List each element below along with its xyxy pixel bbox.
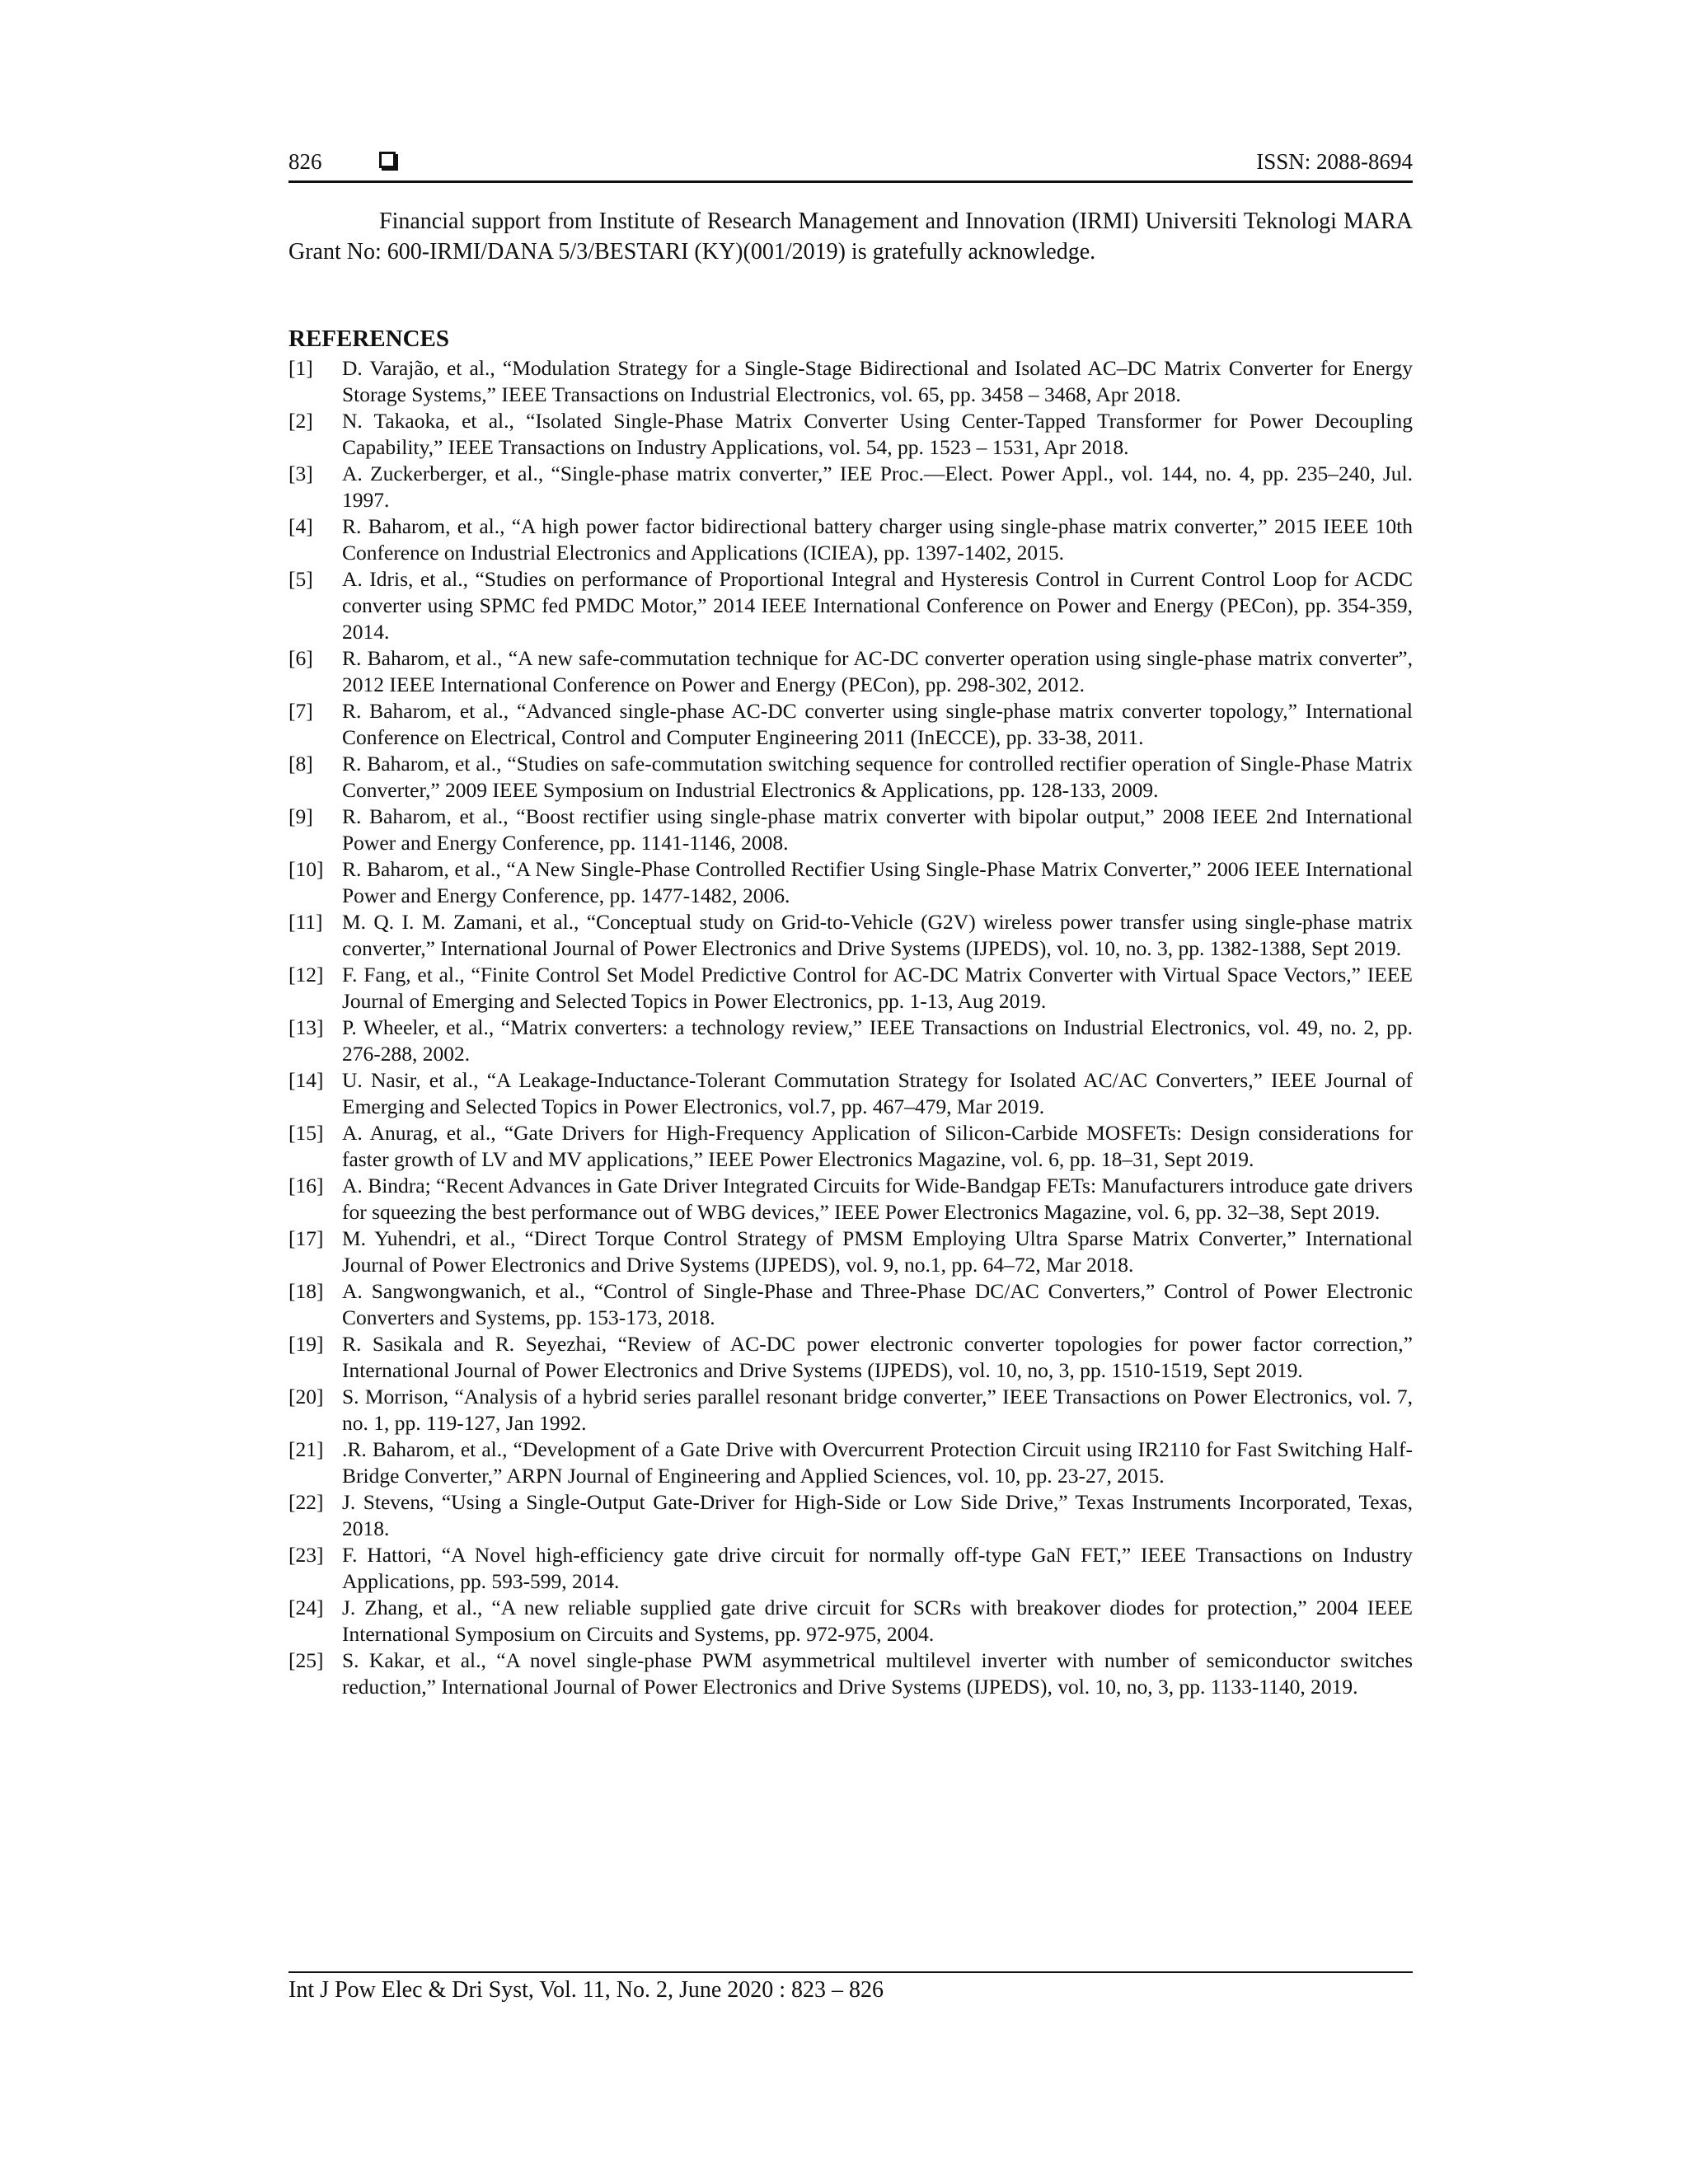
reference-item — [288, 1647, 1413, 1700]
reference-number: [20] — [288, 1385, 324, 1408]
reference-number: [6] — [288, 646, 313, 670]
reference-text: M. Yuhendri, et al., “Direct Torque Control Strategy of PMSM Employing Ultra Sparse Matrix Converter,” International Journal of Power Electronics and Drive Systems (IJPEDS), vol. 9, no.1, pp. 64–72, Mar 2018. — [342, 1226, 1413, 1277]
reference-item — [288, 1173, 1413, 1226]
reference-text: R. Baharom, et al., “Studies on safe-commutation switching sequence for controlled rectifier operation of Single-Phase Matrix Converter,” 2009 IEEE Symposium on Industrial Electronics & Applications, pp. 128-133, 2009. — [342, 752, 1413, 802]
reference-number: [9] — [288, 804, 313, 828]
reference-text: M. Q. I. M. Zamani, et al., “Conceptual study on Grid-to-Vehicle (G2V) wireless power transfer using single-phase matrix converter,” International Journal of Power Electronics and Drive Systems (IJPEDS), vol. 10, no. 3, pp. 1382-1388, Sept 2019. — [342, 910, 1413, 960]
reference-text: R. Sasikala and R. Seyezhai, “Review of AC-DC power electronic converter topologies for power factor correction,” International Journal of Power Electronics and Drive Systems (IJPEDS), vol. 10, no, 3, pp. 1510-1519, Sept 2019. — [342, 1332, 1413, 1382]
reference-text: A. Sangwongwanich, et al., “Control of Single-Phase and Three-Phase DC/AC Converters,” Control of Power Electronic Converters and Systems, pp. 153-173, 2018. — [342, 1279, 1413, 1329]
reference-number: [3] — [288, 462, 313, 485]
reference-text: N. Takaoka, et al., “Isolated Single-Phase Matrix Converter Using Center-Tapped Transformer for Power Decoupling Capability,” IEEE Transactions on Industry Applications, vol. 54, pp. 1523 – 1531, Apr 2018. — [342, 409, 1413, 459]
reference-item — [288, 1067, 1413, 1120]
reference-number: [25] — [288, 1648, 324, 1672]
reference-text: J. Zhang, et al., “A new reliable supplied gate drive circuit for SCRs with breakover diodes for protection,” 2004 IEEE International Symposium on Circuits and Systems, pp. 972-975, 2004. — [342, 1596, 1413, 1646]
reference-item — [288, 355, 1413, 408]
reference-text: R. Baharom, et al., “A New Single-Phase Controlled Rectifier Using Single-Phase Matrix Converter,” 2006 IEEE International Power and Energy Conference, pp. 1477-1482, 2006. — [342, 857, 1413, 907]
reference-item — [288, 1489, 1413, 1542]
reference-item — [288, 1278, 1413, 1331]
reference-text: J. Stevens, “Using a Single-Output Gate-Driver for High-Side or Low Side Drive,” Texas Instruments Incorporated, Texas, 2018. — [342, 1490, 1413, 1540]
reference-text: F. Hattori, “A Novel high-efficiency gate drive circuit for normally off-type GaN FET,” IEEE Transactions on Industry Applications, pp. 593-599, 2014. — [342, 1543, 1413, 1593]
reference-item — [288, 1015, 1413, 1067]
reference-item — [288, 461, 1413, 513]
reference-item — [288, 1436, 1413, 1489]
reference-number: [24] — [288, 1596, 324, 1619]
reference-number: [4] — [288, 514, 313, 538]
reference-text: R. Baharom, et al., “Boost rectifier using single-phase matrix converter with bipolar output,” 2008 IEEE 2nd International Power and Energy Conference, pp. 1141-1146, 2008. — [342, 804, 1413, 855]
reference-number: [7] — [288, 699, 313, 723]
reference-item — [288, 751, 1413, 804]
reference-text: R. Baharom, et al., “Advanced single-phase AC-DC converter using single-phase matrix converter topology,” International Conference on Electrical, Control and Computer Engineering 2011 (InECCE), pp. 33-38, 2011. — [342, 699, 1413, 749]
reference-item — [288, 566, 1413, 645]
reference-item — [288, 1384, 1413, 1436]
reference-text: .R. Baharom, et al., “Development of a Gate Drive with Overcurrent Protection Circuit using IR2110 for Fast Switching Half-Bridge Converter,” ARPN Journal of Engineering and Applied Sciences, vol. 10, pp. 23-27, 2015. — [342, 1437, 1413, 1488]
page-footer: Int J Pow Elec & Dri Syst, Vol. 11, No. 2, June 2020 : 823 – 826 — [288, 1977, 884, 2003]
reference-number: [21] — [288, 1437, 324, 1461]
reference-number: [8] — [288, 752, 313, 776]
reference-text: F. Fang, et al., “Finite Control Set Model Predictive Control for AC-DC Matrix Converter with Virtual Space Vectors,” IEEE Journal of Emerging and Selected Topics in Power Electronics, pp. 1-13, Aug 2019. — [342, 963, 1413, 1013]
reference-item — [288, 1120, 1413, 1173]
reference-number: [17] — [288, 1226, 324, 1250]
reference-number: [11] — [288, 910, 323, 934]
reference-item — [288, 962, 1413, 1015]
reference-number: [13] — [288, 1015, 324, 1039]
reference-item — [288, 408, 1413, 461]
reference-text: A. Bindra; “Recent Advances in Gate Driver Integrated Circuits for Wide-Bandgap FETs: Manufacturers introduce gate drivers for squeezing the best performance out of WBG devices,” IEEE Power Electronics Magazine, vol. 6, pp. 32–38, Sept 2019. — [342, 1174, 1413, 1224]
reference-number: [16] — [288, 1174, 324, 1197]
reference-number: [22] — [288, 1490, 324, 1514]
reference-item — [288, 698, 1413, 751]
square-bullet-icon — [379, 152, 396, 168]
issn-label: ISSN: 2088-8694 — [1256, 149, 1413, 174]
reference-item — [288, 1226, 1413, 1278]
reference-number: [10] — [288, 857, 324, 881]
reference-item — [288, 856, 1413, 909]
page-number: 826 — [288, 149, 322, 174]
footer-rule — [288, 1971, 1413, 1973]
reference-text: A. Anurag, et al., “Gate Drivers for High-Frequency Application of Silicon-Carbide MOSFETs: Design considerations for faster growth of LV and MV applications,” IEEE Power Electronics Magazine, vol. 6, pp. 18–31, Sept 2019. — [342, 1121, 1413, 1171]
reference-number: [1] — [288, 356, 313, 380]
reference-item — [288, 513, 1413, 566]
reference-text: U. Nasir, et al., “A Leakage-Inductance-Tolerant Commutation Strategy for Isolated AC/AC Converters,” IEEE Journal of Emerging and Selected Topics in Power Electronics, vol.7, pp. 467–479, Mar 2019. — [342, 1068, 1413, 1118]
reference-text: S. Kakar, et al., “A novel single-phase PWM asymmetrical multilevel inverter with number of semiconductor switches reduction,” International Journal of Power Electronics and Drive Systems (IJPEDS), vol. 10, no, 3, pp. 1133-1140, 2019. — [342, 1648, 1413, 1699]
reference-text: P. Wheeler, et al., “Matrix converters: a technology review,” IEEE Transactions on Industrial Electronics, vol. 49, no. 2, pp. 276-288, 2002. — [342, 1015, 1413, 1066]
reference-text: D. Varajão, et al., “Modulation Strategy for a Single-Stage Bidirectional and Isolated AC–DC Matrix Converter for Energy Storage Systems,” IEEE Transactions on Industrial Electronics, vol. 65, pp. 3458 – 3468, Apr 2018. — [342, 356, 1413, 406]
reference-text: A. Zuckerberger, et al., “Single-phase matrix converter,” IEE Proc.—Elect. Power Appl., vol. 144, no. 4, pp. 235–240, Jul. 1997. — [342, 462, 1413, 512]
page-header — [288, 147, 1413, 183]
header-rule — [288, 180, 1413, 183]
reference-text: S. Morrison, “Analysis of a hybrid series parallel resonant bridge converter,” IEEE Transactions on Power Electronics, vol. 7, no. 1, pp. 119-127, Jan 1992. — [342, 1385, 1413, 1435]
reference-list — [288, 355, 1413, 1700]
reference-item — [288, 645, 1413, 698]
reference-text: R. Baharom, et al., “A new safe-commutation technique for AC-DC converter operation using single-phase matrix converter”, 2012 IEEE International Conference on Power and Energy (PECon), pp. 298-302, 2012. — [342, 646, 1413, 696]
reference-item — [288, 1331, 1413, 1384]
reference-number: [15] — [288, 1121, 324, 1145]
reference-item — [288, 1542, 1413, 1595]
reference-number: [23] — [288, 1543, 324, 1567]
reference-number: [14] — [288, 1068, 324, 1092]
reference-text: A. Idris, et al., “Studies on performance of Proportional Integral and Hysteresis Control in Current Control Loop for ACDC converter using SPMC fed PMDC Motor,” 2014 IEEE International Conference on Power and Energy (PECon), pp. 354-359, 2014. — [342, 567, 1413, 644]
reference-number: [12] — [288, 963, 324, 987]
reference-item — [288, 1595, 1413, 1647]
reference-number: [18] — [288, 1279, 324, 1303]
reference-item — [288, 804, 1413, 856]
reference-text: R. Baharom, et al., “A high power factor bidirectional battery charger using single-phase matrix converter,” 2015 IEEE 10th Conference on Industrial Electronics and Applications (ICIEA), pp. 1397-1402, 2015. — [342, 514, 1413, 565]
reference-item — [288, 909, 1413, 962]
reference-number: [2] — [288, 409, 313, 433]
reference-number: [19] — [288, 1332, 324, 1356]
references-heading: REFERENCES — [288, 326, 449, 352]
reference-number: [5] — [288, 567, 313, 591]
acknowledgement-paragraph: Financial support from Institute of Research Management and Innovation (IRMI) Universiti Teknologi MARA Grant No: 600-IRMI/DANA 5/3/BESTARI (KY)(001/2019) is gratefully acknowledge. — [288, 209, 1413, 265]
